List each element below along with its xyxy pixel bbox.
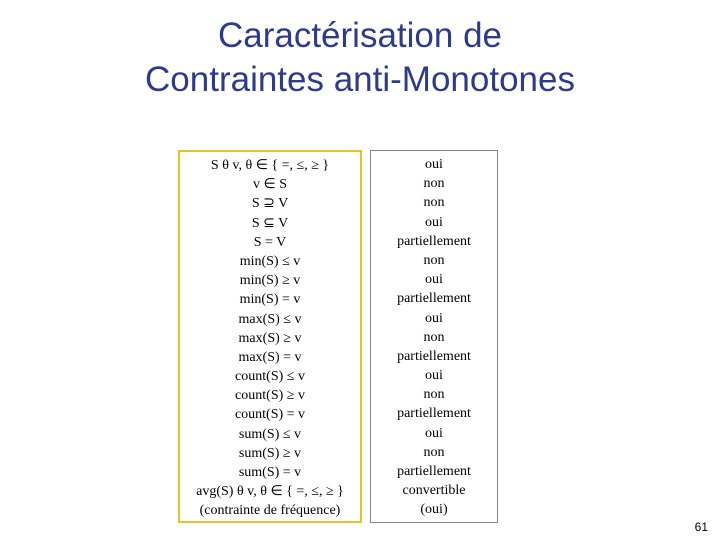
constraint-cell: count(S) ≤ v [235,369,305,385]
answer-cell: partiellement [397,406,471,422]
constraint-cell: sum(S) = v [238,465,302,480]
constraint-cell: count(S) = v [234,407,306,423]
constraint-column [178,150,362,523]
answer-cell: non [423,387,445,403]
constraint-cell: S = V [253,234,287,250]
constraint-cell: v ∈ S [253,177,287,193]
constraint-cell: min(S) = v [239,292,301,308]
answer-cell: partiellement [397,348,471,364]
constraint-cell: sum(S) ≤ v [238,426,302,442]
constraint-cell: max(S) ≥ v [238,330,302,346]
answer-cell: non [423,329,445,345]
constraint-cell: S θ v, θ ∈ { =, ≤, ≥ } [210,158,330,173]
answer-cell: partiellement [397,464,471,479]
constraint-cell: max(S) = v [238,349,302,365]
answer-cell: non [423,444,445,460]
constraint-cell: S ⊆ V [251,215,289,231]
answer-cell: oui [425,214,443,230]
constraint-cell: avg(S) θ v, θ ∈ { =, ≤, ≥ } [196,484,344,500]
answer-cell: oui [425,310,443,326]
constraint-cell: (contrainte de fréquence) [199,503,341,519]
column-gap [362,150,370,523]
answer-cell: non [423,176,445,192]
slide-title-line-2: Contraintes anti-Monotones [145,60,575,99]
constraint-table [178,150,498,523]
slide-title [0,14,720,102]
answer-cell: oui [425,425,443,441]
answer-cell: convertible [402,483,466,499]
answer-cell: partiellement [397,291,471,307]
constraint-cell: count(S) ≥ v [235,388,305,404]
answer-cell: (oui) [420,502,448,518]
constraint-cell: max(S) ≤ v [238,311,302,327]
page-number: 61 [694,520,708,534]
answer-cell: non [423,252,445,268]
constraint-cell: sum(S) ≥ v [238,445,302,461]
answer-cell: oui [425,368,443,384]
answer-cell: partiellement [397,233,471,249]
constraint-cell: S ⊇ V [251,196,289,212]
constraint-cell: min(S) ≥ v [239,273,301,289]
slide-title-line-1: Caractérisation de [217,16,503,55]
answer-cell: oui [425,272,443,288]
answer-cell: oui [425,157,443,172]
constraint-cell: min(S) ≤ v [239,253,301,269]
answer-cell: non [423,195,445,211]
answer-column [370,150,498,523]
